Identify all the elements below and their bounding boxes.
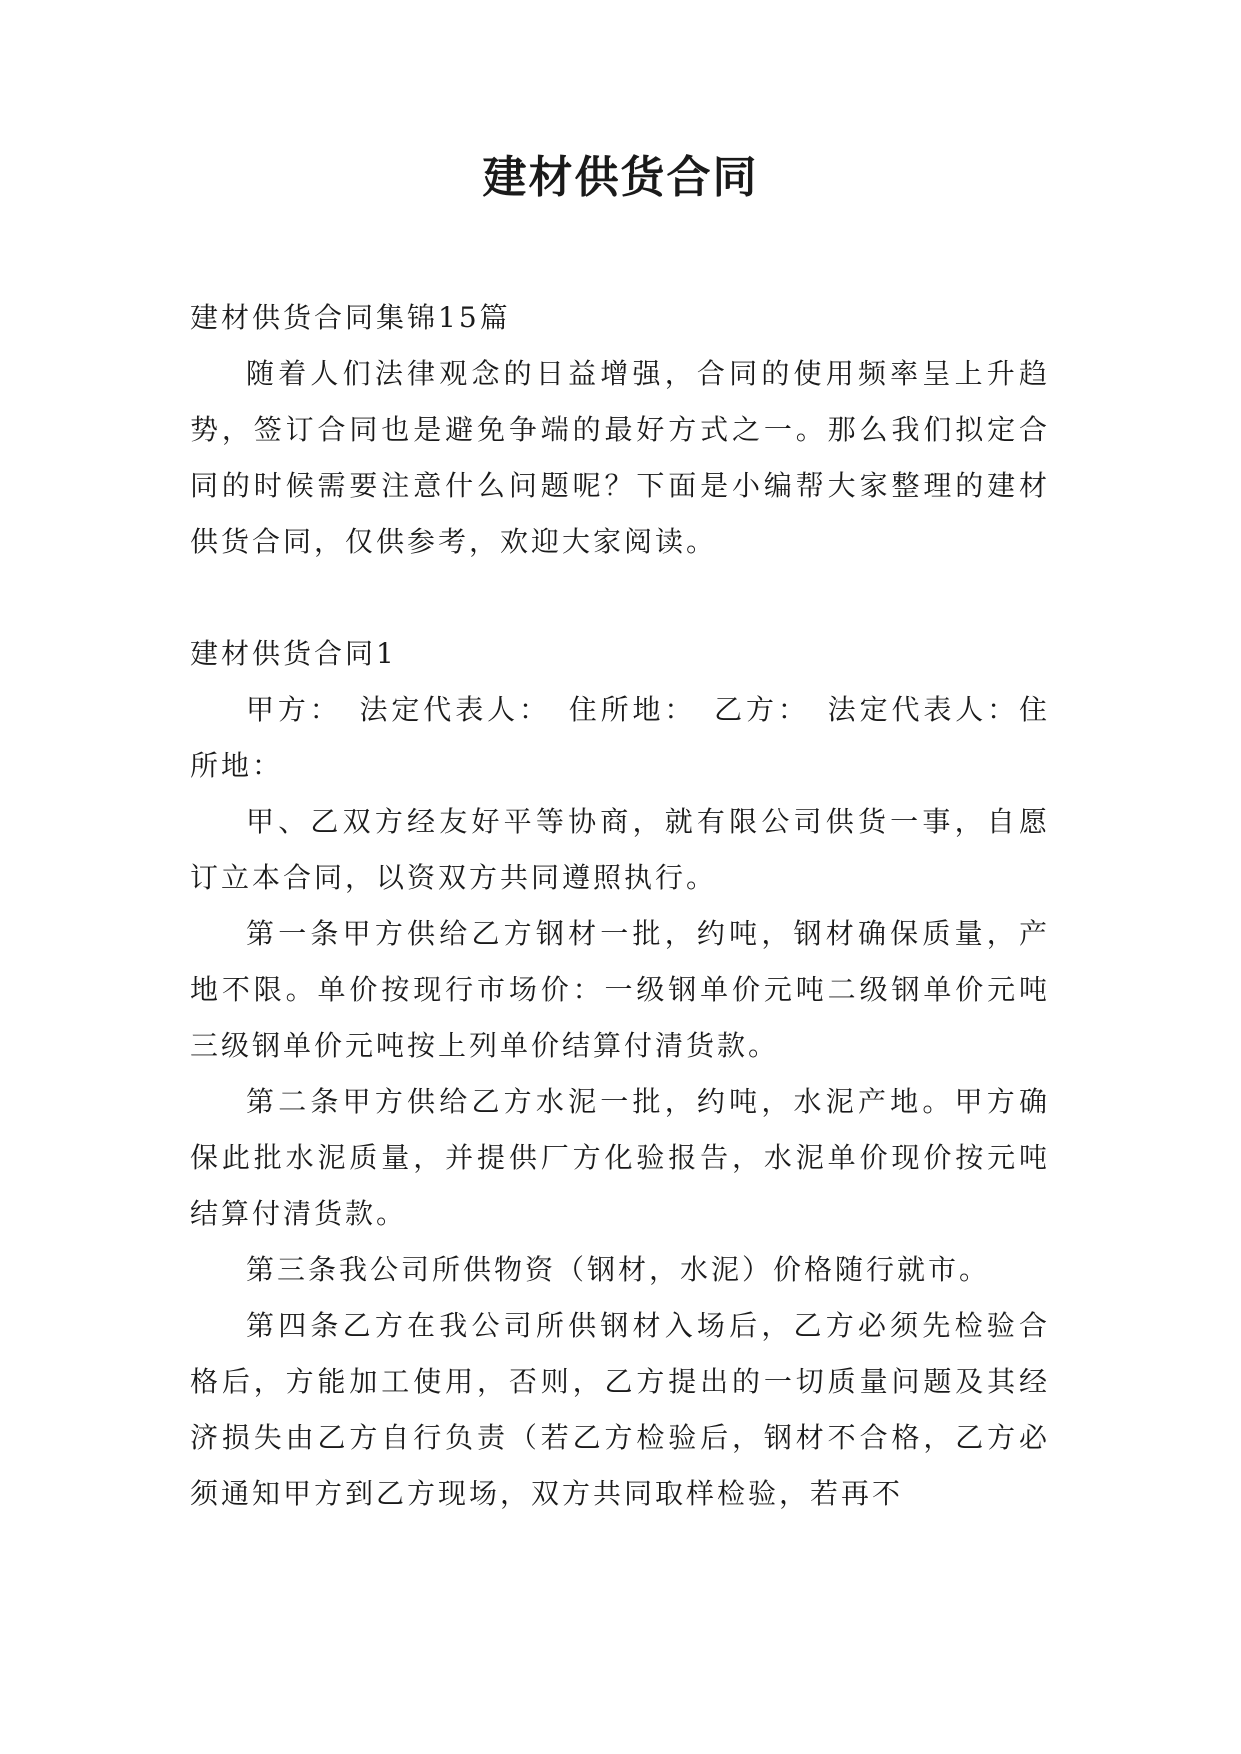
article-4-paragraph: 第四条乙方在我公司所供钢材入场后，乙方必须先检验合格后，方能加工使用，否则，乙方提出的一切质量问题及其经济损失由乙方自行负责（若乙方检验后，钢材不合格，乙方必须通知甲方到乙方现场，双方共同取样检验，若再不 xyxy=(190,1309,1050,1510)
agreement-paragraph: 甲、乙双方经友好平等协商，就有限公司供货一事，自愿订立本合同，以资双方共同遵照执行。 xyxy=(190,805,1050,894)
article-3-paragraph: 第三条我公司所供物资（钢材，水泥）价格随行就市。 xyxy=(246,1253,991,1286)
document-body xyxy=(190,290,1050,1522)
article-1-paragraph: 第一条甲方供给乙方钢材一批，约吨，钢材确保质量，产地不限。单价按现行市场价：一级钢单价元吨二级钢单价元吨三级钢单价元吨按上列单价结算付清货款。 xyxy=(190,917,1050,1062)
parties-paragraph: 甲方： 法定代表人： 住所地： 乙方： 法定代表人：住所地： xyxy=(190,693,1050,782)
paragraph-spacer xyxy=(190,570,1050,626)
article-2-paragraph: 第二条甲方供给乙方水泥一批，约吨，水泥产地。甲方确保此批水泥质量，并提供厂方化验报告，水泥单价现价按元吨结算付清货款。 xyxy=(190,1085,1050,1230)
document-title: 建材供货合同 xyxy=(482,152,759,203)
collection-subtitle: 建材供货合同集锦15篇 xyxy=(190,301,511,334)
intro-paragraph: 随着人们法律观念的日益增强，合同的使用频率呈上升趋势，签订合同也是避免争端的最好方式之一。那么我们拟定合同的时候需要注意什么问题呢？下面是小编帮大家整理的建材供货合同，仅供参考，欢迎大家阅读。 xyxy=(190,357,1050,558)
section-heading: 建材供货合同1 xyxy=(190,637,397,670)
